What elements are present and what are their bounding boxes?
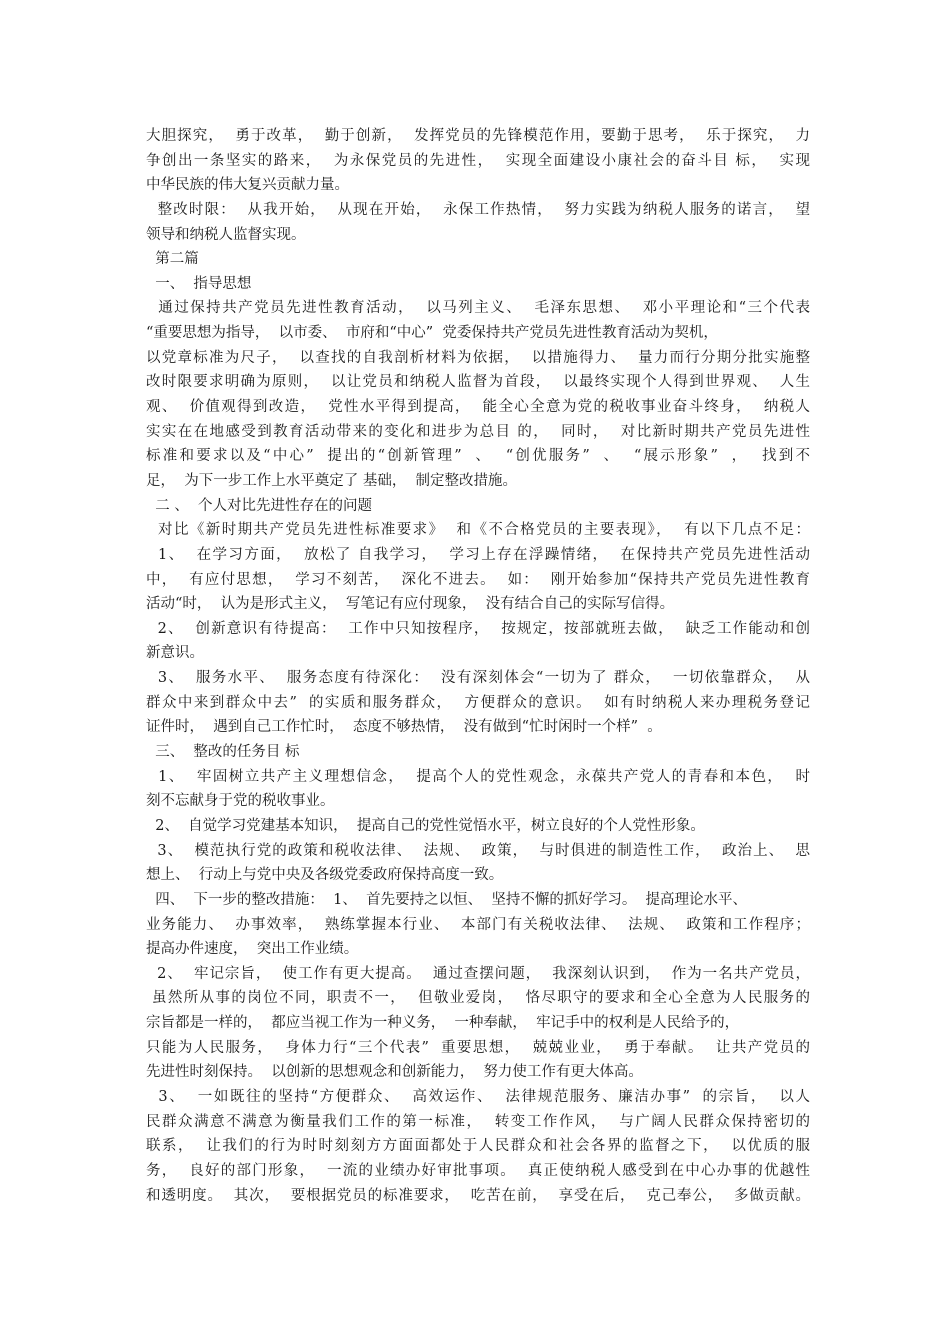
text-line: 业务能力、 办事效率， 熟练掌握本行业、 本部门有关税收法律、 法规、 政策和工作程序； (146, 916, 810, 933)
text-line: 1、 牢固树立共产主义理想信念， 提高个人的党性观念，永葆共产党人的青春和本色， 时 (146, 768, 810, 785)
text-line: 虽然所从事的岗位不同，职责不一， 但敬业爱岗， 恪尽职守的要求和全心全意为人民服务的 (146, 990, 810, 1007)
text-line: 中， 有应付思想， 学习不刻苦， 深化不进去。 如： 刚开始参加“保持共产党员先进性教育 (146, 571, 810, 588)
text-line: 3、 一如既往的坚持“方便群众、 高效运作、 法律规范服务、廉洁办事” 的宗旨， 以人 (146, 1088, 810, 1105)
text-line: 一、 指导思想 (146, 275, 252, 292)
text-line: 争创出一条坚实的路来， 为永保党员的先进性， 实现全面建设小康社会的奋斗目 标， 实现 (146, 152, 810, 169)
text-line: 整改时限： 从我开始， 从现在开始， 永保工作热情， 努力实践为纳税人服务的诺言， 望 (146, 201, 810, 218)
document-body (146, 124, 810, 1208)
text-line: 以党章标准为尺子， 以查找的自我剖析材料为依据， 以措施得力、 量力而行分期分批实施整 (146, 349, 810, 366)
text-line: 改时限要求明确为原则， 以让党员和纳税人监督为首段， 以最终实现个人得到世界观、 人生 (146, 374, 810, 391)
text-line: 3、 模范执行党的政策和税收法律、 法规、 政策， 与时俱进的制造性工作， 政治上、 思 (146, 842, 810, 859)
text-line: 2、 自觉学习党建基本知识， 提高自己的党性觉悟水平，树立良好的个人党性形象。 (146, 817, 705, 834)
text-line: 四、 下一步的整改措施： 1、 首先要持之以恒、 坚持不懈的抓好学习。 提高理论水平、 (146, 891, 748, 908)
text-line: 第二篇 (146, 251, 199, 268)
text-line: 足， 为下一步工作上水平奠定了 基础， 制定整改措施。 (146, 472, 518, 489)
text-line: 观、 价值观得到改造， 党性水平得到提高， 能全心全意为党的税收事业奋斗终身， 纳税人 (146, 399, 810, 416)
text-line: 先进性时刻保持。 以创新的思想观念和创新能力， 努力使工作有更大体高。 (146, 1064, 643, 1081)
text-line: 宗旨都是一样的， 都应当视工作为一种义务， 一种奉献， 牢记手中的权利是人民给予的， (146, 1015, 740, 1032)
text-line: 民群众满意不满意为衡量我们工作的第一标准， 转变工作作风， 与广阔人民群众保持密切的 (146, 1113, 810, 1130)
text-line: 三、 整改的任务目 标 (146, 744, 300, 761)
text-line: 想上、 行动上与党中央及各级党委政府保持高度一致。 (146, 867, 504, 884)
text-line: 2、 创新意识有待提高： 工作中只知按程序， 按规定，按部就班去做， 缺乏工作能动和创 (146, 620, 810, 637)
text-line: 大胆探究， 勇于改革， 勤于创新， 发挥党员的先锋模范作用，要勤于思考， 乐于探究， 力 (146, 128, 810, 144)
text-line: 中华民族的伟大复兴贡献力量。 (146, 177, 349, 194)
text-line: 3、 服务水平、 服务态度有待深化： 没有深刻体会“一切为了 群众， 一切依靠群众， 从 (146, 670, 810, 687)
text-line: 实实在在地感受到教育活动带来的变化和进步为总目 的， 同时， 对比新时期共产党员先进性 (146, 423, 810, 440)
text-line: 联系， 让我们的行为时时刻刻方方面面都处于人民群众和社会各界的监督之下， 以优质的服 (146, 1138, 810, 1155)
text-line: 新意识。 (146, 645, 204, 662)
text-line: 标准和要求以及“中心” 提出的“创新管理” 、 “创优服务” 、 “展示形象” ， 找到不 (146, 448, 810, 465)
text-line: 领导和纳税人监督实现。 (146, 226, 306, 243)
text-line: 通过保持共产党员先进性教育活动， 以马列主义、 毛泽东思想、 邓小平理论和“三个代表 (146, 300, 810, 317)
text-line: 和透明度。 其次， 要根据党员的标准要求， 吃苦在前， 享受在后， 克己奉公， 多做贡献。 (146, 1187, 810, 1204)
text-line: 活动“时， 认为是形式主义， 写笔记有应付现象， 没有结合自己的实际写信得。 (146, 596, 675, 613)
text-line: 二 、 个人对比先进性存在的问题 (146, 497, 373, 514)
text-line: “重要思想为指导， 以市委、 市府和“中心” 党委保持共产党员先进性教育活动为契机， (146, 325, 718, 342)
text-line: 群众中来到群众中去” 的实质和服务群众， 方便群众的意识。 如有时纳税人来办理税务登记 (146, 694, 810, 711)
text-line: 证件时， 遇到自己工作忙时， 态度不够热情， 没有做到“忙时闲时一个样” 。 (146, 719, 662, 736)
text-line: 务， 良好的部门形象， 一流的业绩办好审批事项。 真正使纳税人感受到在中心办事的优越性 (146, 1162, 810, 1179)
text-line: 只能为人民服务， 身体力行“三个代表” 重要思想， 兢兢业业， 勇于奉献。 让共产党员的 (146, 1039, 810, 1056)
text-line: 2、 牢记宗旨， 使工作有更大提高。 通过查摆问题， 我深刻认识到， 作为一名共产党员， (146, 965, 810, 982)
text-line: 提高办件速度， 突出工作业绩。 (146, 941, 359, 958)
text-line: 对比《新时期共产党员先进性标准要求》 和《不合格党员的主要表现》， 有以下几点不足： (146, 522, 810, 539)
text-line: 1、 在学习方面， 放松了 自我学习， 学习上存在浮躁情绪， 在保持共产党员先进性活动 (146, 546, 810, 563)
text-line: 刻不忘献身于党的税收事业。 (146, 793, 335, 810)
